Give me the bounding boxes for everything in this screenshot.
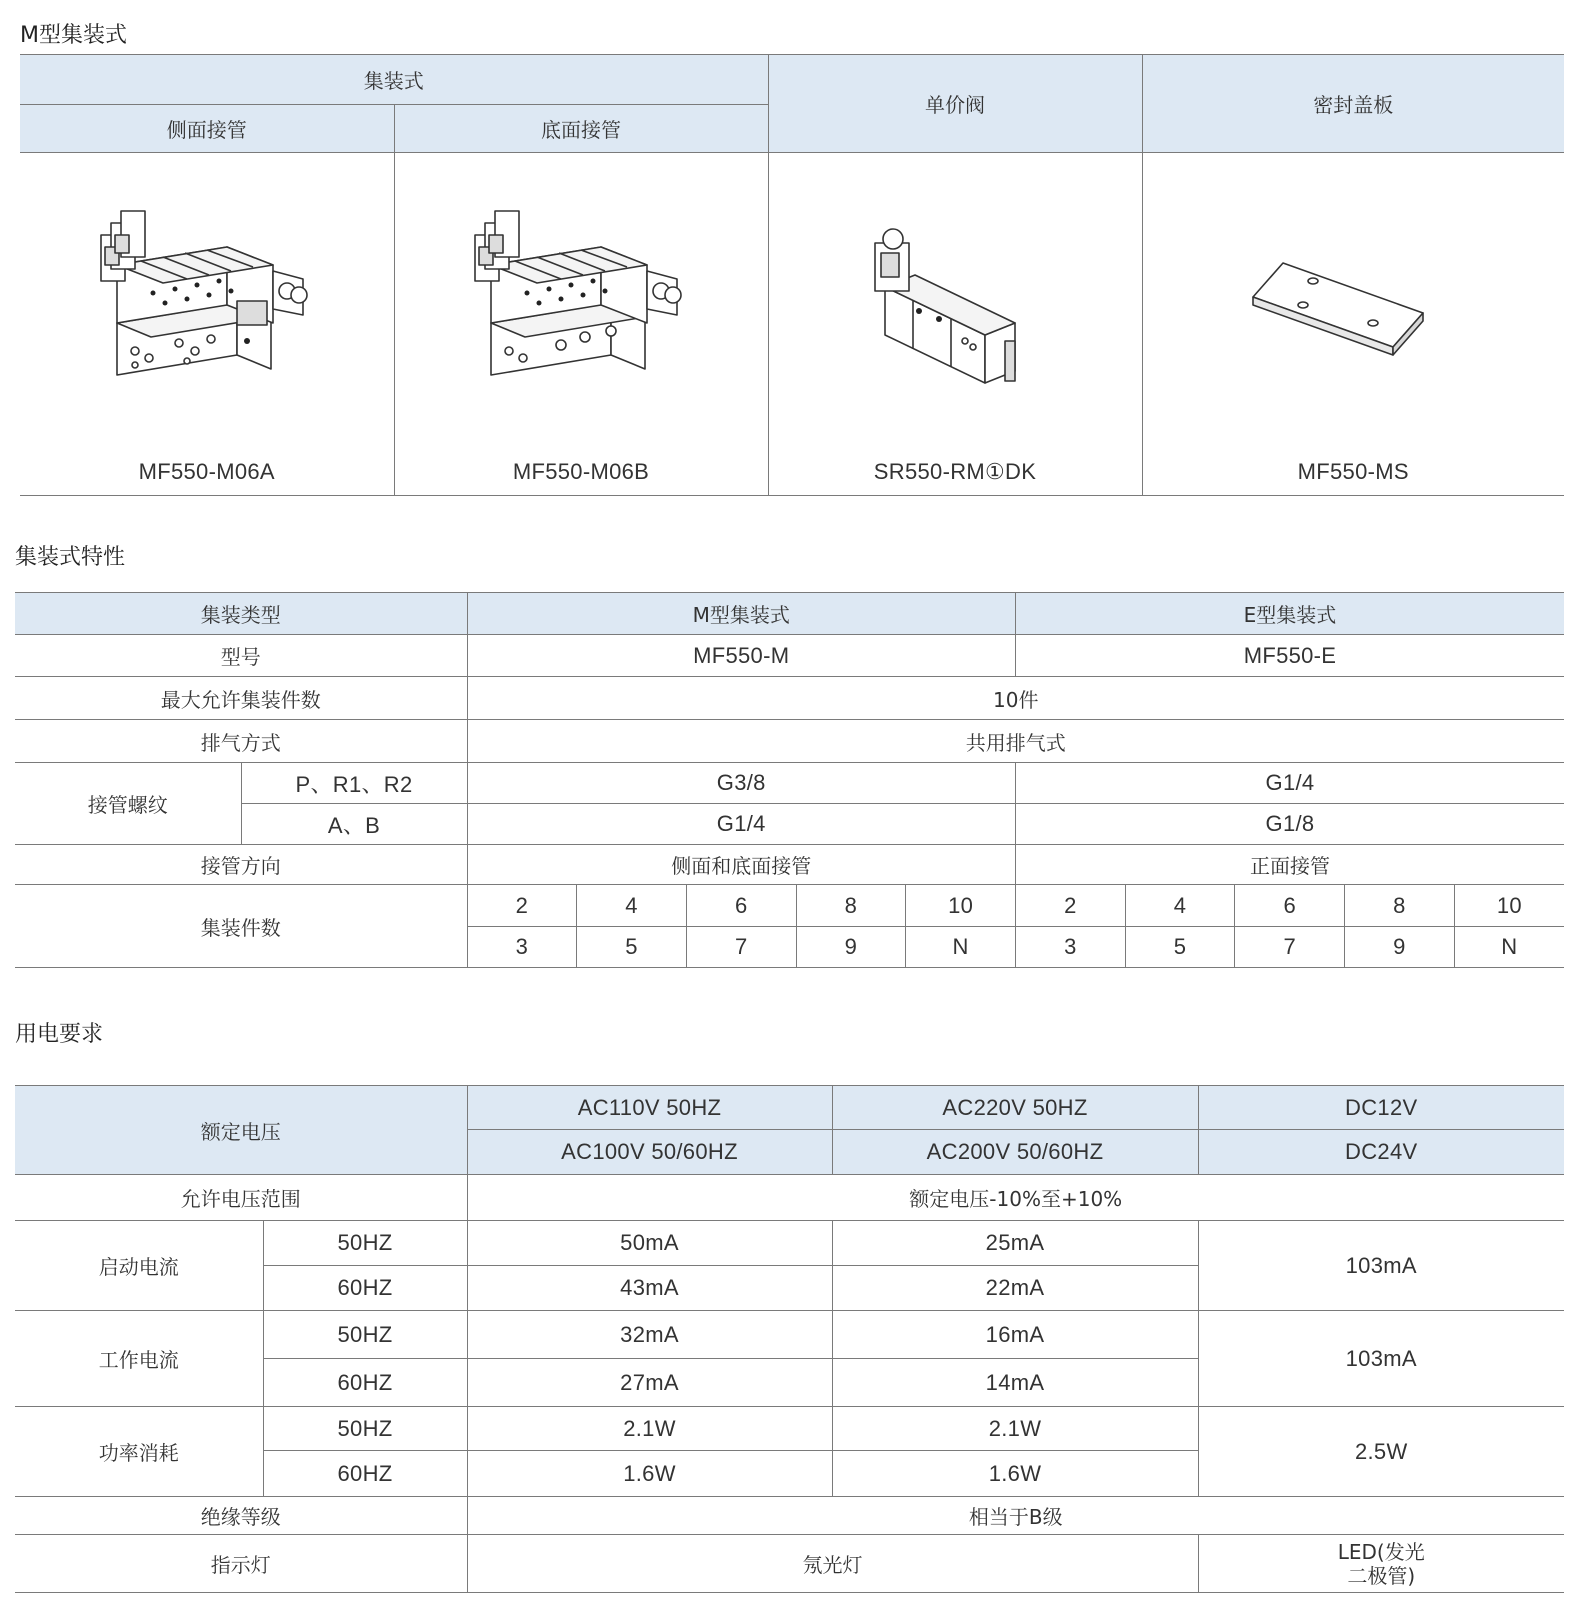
count-cell: 3 (467, 927, 577, 968)
count-cell: 5 (1125, 927, 1235, 968)
insulation-value: 相当于B级 (467, 1497, 1564, 1535)
thread-m-2: G1/4 (467, 804, 1016, 845)
count-cell: 8 (1345, 885, 1455, 927)
row-label-thread: 接管螺纹 (15, 763, 241, 845)
exhaust-value: 共用排气式 (467, 720, 1564, 763)
power-ac220-60: 1.6W (832, 1451, 1198, 1497)
count-cell: 2 (1016, 885, 1126, 927)
product-cell-single-valve (768, 153, 1142, 496)
count-cell: 5 (577, 927, 687, 968)
model-label: MF550-M06B (512, 459, 650, 484)
side-manifold-valve-image (87, 205, 327, 425)
start-ac220-60: 22mA (832, 1266, 1198, 1311)
thread-e-1: G1/4 (1016, 763, 1565, 804)
power-ac220-50: 2.1W (832, 1407, 1198, 1451)
section-title-electrical: 用电要求 (15, 1022, 104, 1047)
model-m: MF550-M (467, 635, 1016, 677)
indicator-ac: 氖光灯 (467, 1535, 1198, 1593)
header-cover-plate: 密封盖板 (1142, 55, 1564, 153)
start-ac110-60: 43mA (467, 1266, 832, 1311)
model-label: MF550-M06A (138, 459, 275, 484)
count-cell: N (1454, 927, 1564, 968)
work-ac110-50: 32mA (467, 1311, 832, 1359)
work-ac220-60: 14mA (832, 1359, 1198, 1407)
power-ac110-60: 1.6W (467, 1451, 832, 1497)
header-single-valve: 单价阀 (768, 55, 1142, 153)
indicator-dc (1198, 1535, 1564, 1593)
header-bottom-connection: 底面接管 (394, 105, 768, 153)
thread-port-2: A、B (241, 804, 467, 845)
header-manifold-group: 集装式 (20, 55, 768, 105)
freq-50hz: 50HZ (263, 1311, 467, 1359)
cover-plate-image (1243, 243, 1463, 383)
voltage-ac220: AC220V 50HZ (832, 1086, 1198, 1130)
row-label-work-current: 工作电流 (15, 1311, 263, 1407)
section-title-manifold-characteristics: 集装式特性 (15, 545, 126, 570)
count-cell: 7 (686, 927, 796, 968)
row-label-voltage-range: 允许电压范围 (15, 1175, 467, 1221)
row-label-insulation: 绝缘等级 (15, 1497, 467, 1535)
product-cell-cover-plate (1142, 153, 1564, 496)
row-label-indicator: 指示灯 (15, 1535, 467, 1593)
work-ac220-50: 16mA (832, 1311, 1198, 1359)
indicator-dc-line2: 二极管) (1347, 1563, 1416, 1588)
m-manifold-product-table (20, 54, 1564, 496)
count-cell: 4 (1125, 885, 1235, 927)
voltage-ac110: AC110V 50HZ (467, 1086, 832, 1130)
direction-e: 正面接管 (1016, 845, 1565, 885)
freq-60hz: 60HZ (263, 1266, 467, 1311)
freq-60hz: 60HZ (263, 1451, 467, 1497)
voltage-range-value: 额定电压-10%至+10% (467, 1175, 1564, 1221)
row-label-power: 功率消耗 (15, 1407, 263, 1497)
count-cell: 4 (577, 885, 687, 927)
bottom-manifold-valve-image (461, 205, 701, 425)
voltage-ac100: AC100V 50/60HZ (467, 1130, 832, 1175)
row-label-rated-voltage: 额定电压 (15, 1086, 467, 1175)
work-dc: 103mA (1198, 1311, 1564, 1407)
power-ac110-50: 2.1W (467, 1407, 832, 1451)
direction-m: 侧面和底面接管 (467, 845, 1016, 885)
thread-port-1: P、R1、R2 (241, 763, 467, 804)
count-cell: 10 (906, 885, 1016, 927)
model-e: MF550-E (1016, 635, 1565, 677)
start-dc: 103mA (1198, 1221, 1564, 1311)
header-e-type: E型集装式 (1016, 593, 1565, 635)
start-ac220-50: 25mA (832, 1221, 1198, 1266)
thread-m-1: G3/8 (467, 763, 1016, 804)
voltage-dc24: DC24V (1198, 1130, 1564, 1175)
count-cell: 10 (1454, 885, 1564, 927)
start-ac110-50: 50mA (467, 1221, 832, 1266)
header-m-type: M型集装式 (467, 593, 1016, 635)
voltage-ac200: AC200V 50/60HZ (832, 1130, 1198, 1175)
section-title-m-manifold: M型集装式 (20, 23, 127, 48)
header-side-connection: 侧面接管 (20, 105, 394, 153)
electrical-requirements-table (15, 1085, 1564, 1593)
count-cell: 6 (686, 885, 796, 927)
count-cell: 6 (1235, 885, 1345, 927)
model-label: SR550-RM①DK (873, 459, 1037, 484)
count-cell: 2 (467, 885, 577, 927)
single-valve-image (855, 223, 1055, 423)
freq-60hz: 60HZ (263, 1359, 467, 1407)
count-cell: 9 (796, 927, 906, 968)
count-cell: N (906, 927, 1016, 968)
count-cell: 9 (1345, 927, 1455, 968)
count-cell: 8 (796, 885, 906, 927)
row-label-count: 集装件数 (15, 885, 467, 968)
row-label-direction: 接管方向 (15, 845, 467, 885)
freq-50hz: 50HZ (263, 1221, 467, 1266)
work-ac110-60: 27mA (467, 1359, 832, 1407)
power-dc: 2.5W (1198, 1407, 1564, 1497)
row-label-start-current: 启动电流 (15, 1221, 263, 1311)
voltage-dc12: DC12V (1198, 1086, 1564, 1130)
count-cell: 3 (1016, 927, 1126, 968)
header-manifold-type: 集装类型 (15, 593, 467, 635)
row-label-max-count: 最大允许集装件数 (15, 677, 467, 720)
manifold-characteristics-table (15, 592, 1564, 968)
thread-e-2: G1/8 (1016, 804, 1565, 845)
row-label-exhaust: 排气方式 (15, 720, 467, 763)
model-label: MF550-MS (1297, 459, 1409, 484)
count-cell: 7 (1235, 927, 1345, 968)
row-label-model: 型号 (15, 635, 467, 677)
product-cell-bottom-manifold (394, 153, 768, 496)
indicator-dc-line1: LED(发光 (1337, 1539, 1425, 1564)
freq-50hz: 50HZ (263, 1407, 467, 1451)
product-cell-side-manifold (20, 153, 394, 496)
max-count-value: 10件 (467, 677, 1564, 720)
